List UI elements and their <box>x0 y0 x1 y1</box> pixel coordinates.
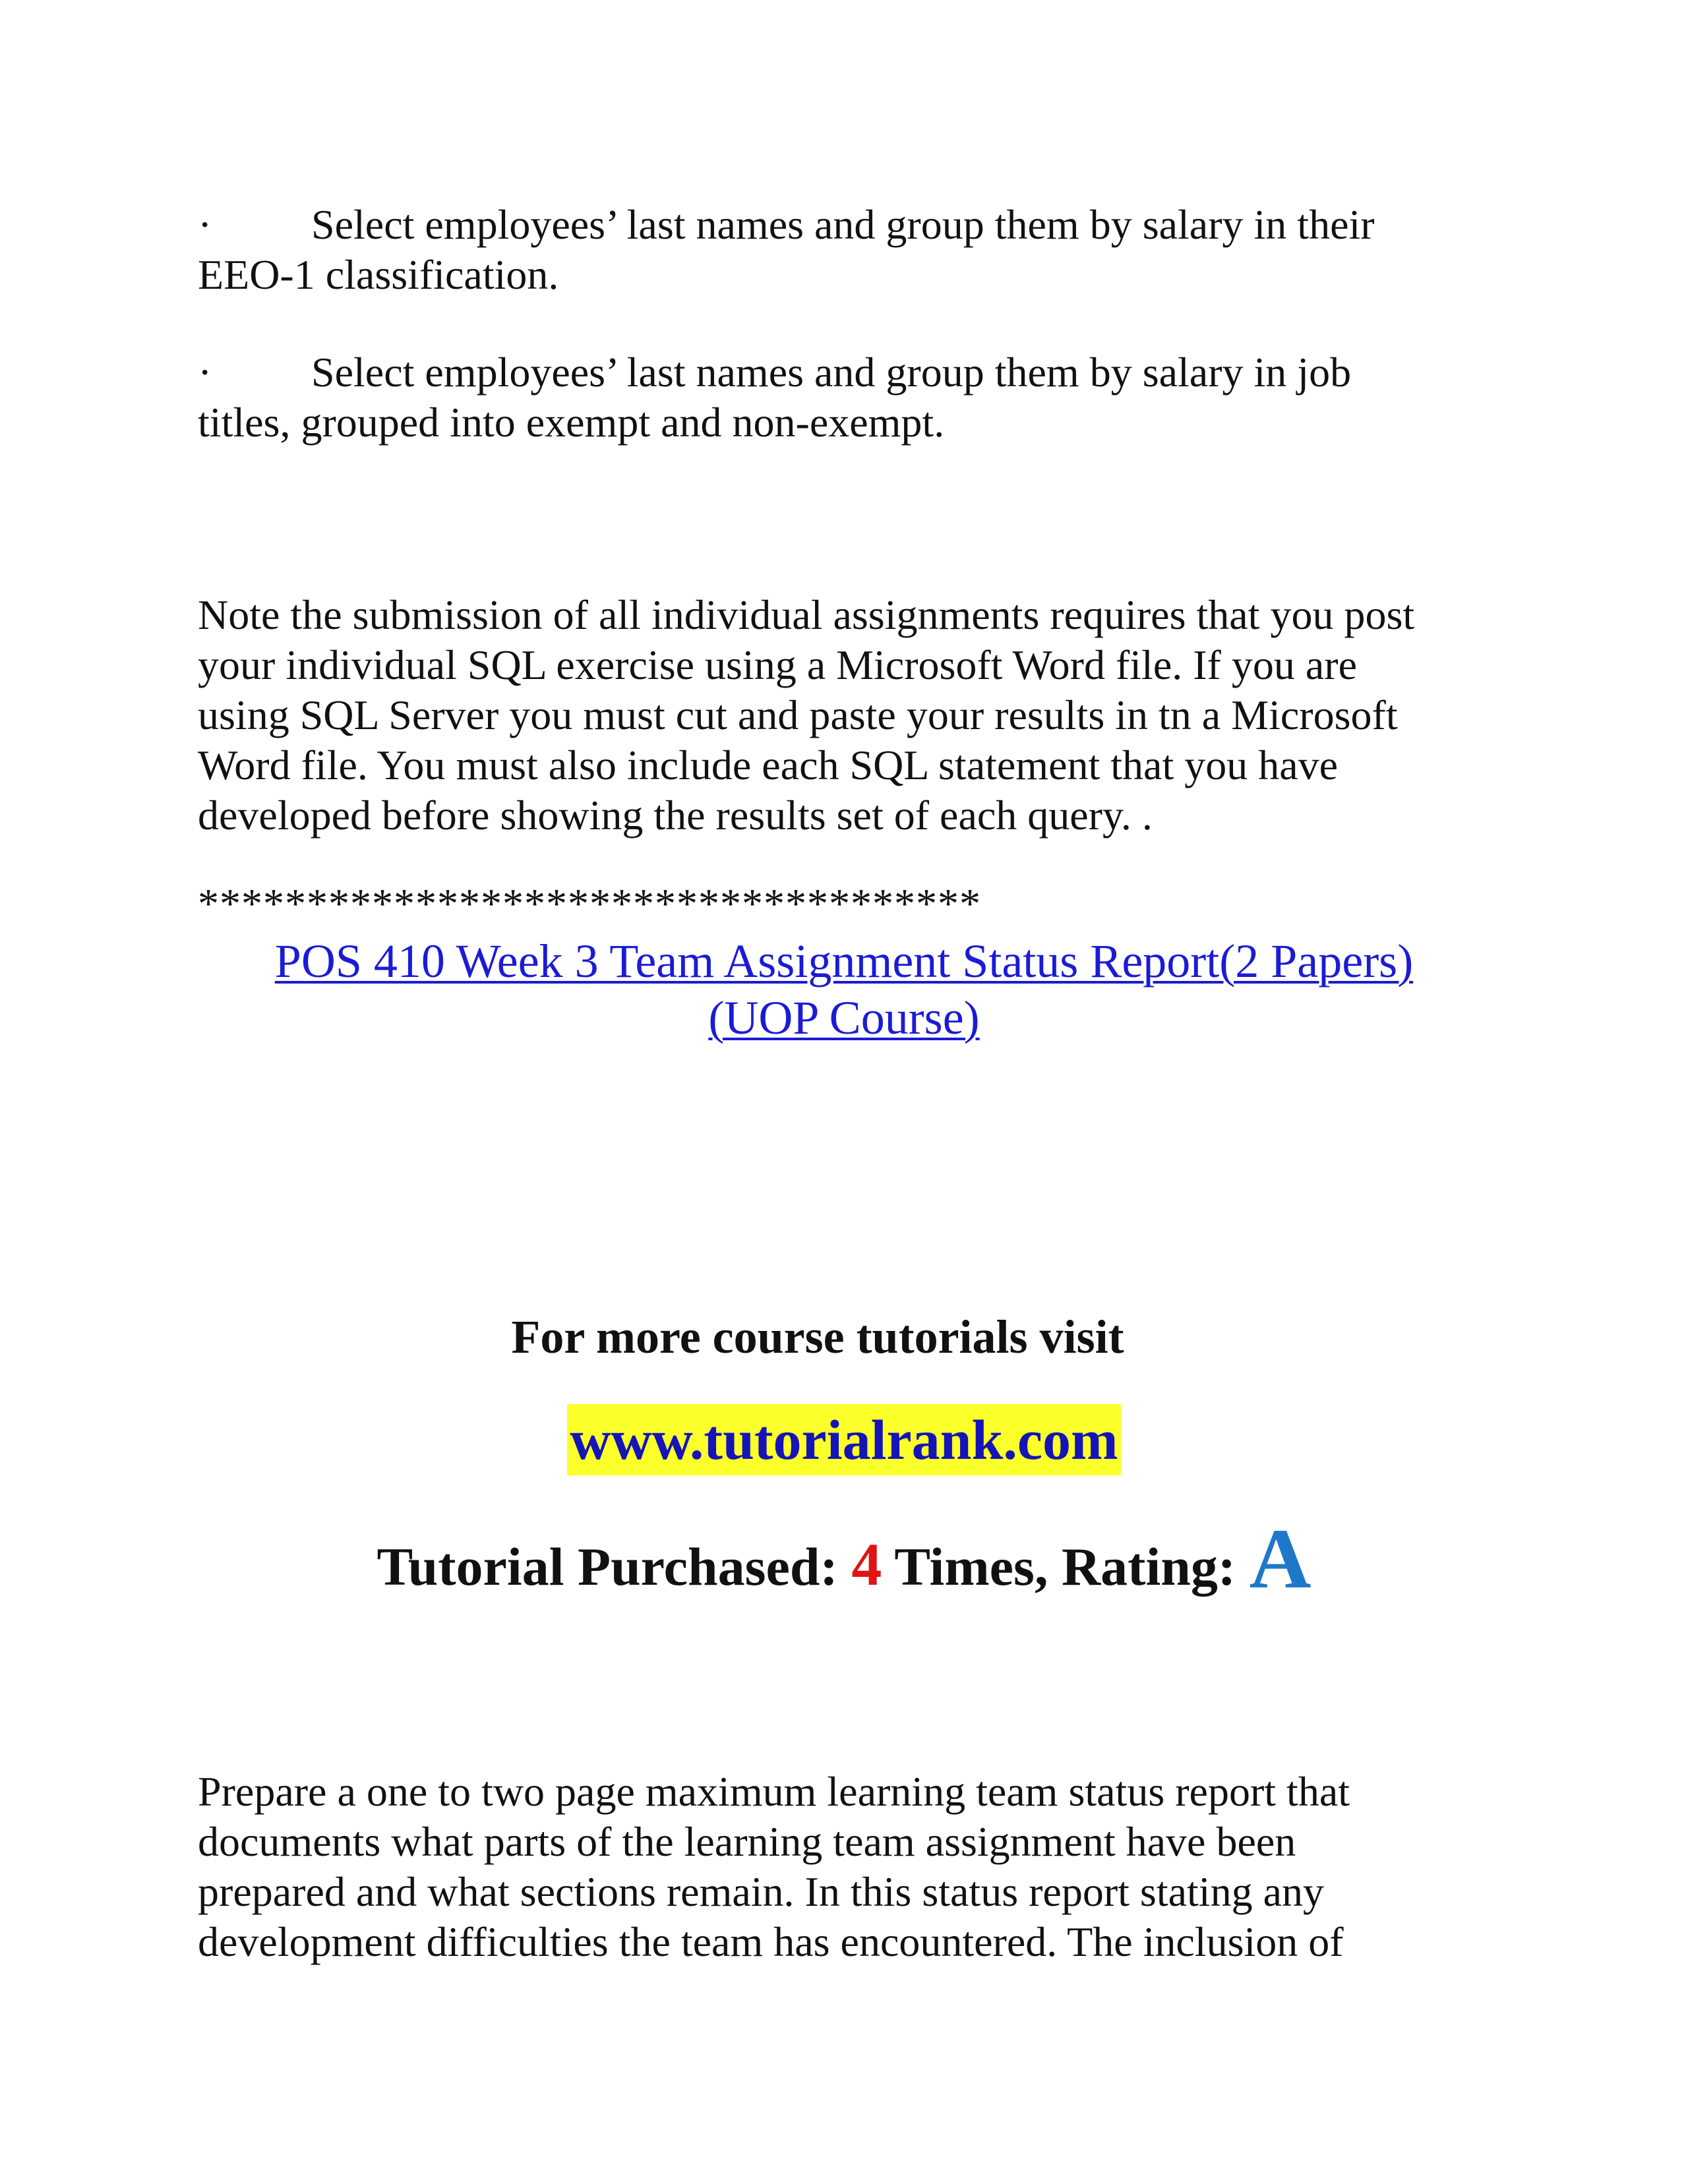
note-line: Note the submission of all individual assignments requires that you post <box>198 591 1415 638</box>
bullet-item-1 <box>198 200 1517 300</box>
course-link-block <box>0 933 1688 1046</box>
course-link[interactable] <box>0 933 1688 1046</box>
submission-note <box>198 590 1517 841</box>
times-rating-label: Times, Rating: <box>882 1537 1250 1597</box>
bullet-item-2 <box>198 347 1517 448</box>
purchase-rating-line <box>0 1512 1688 1607</box>
promo-heading: For more course tutorials visit <box>511 1311 1124 1363</box>
course-link-line1: POS 410 Week 3 Team Assignment Status Report(2 Papers) <box>274 935 1414 988</box>
course-link-line2: (UOP Course) <box>708 991 980 1044</box>
bullet-text-line1: Select employees’ last names and group them by salary in their <box>311 201 1375 248</box>
bullet-marker: · <box>198 349 212 396</box>
bullet-text-line2: titles, grouped into exempt and non-exempt. <box>198 399 945 446</box>
note-line: Word file. You must also include each SQL statement that you have <box>198 742 1339 788</box>
description-line: prepared and what sections remain. In this status report stating any <box>198 1868 1324 1915</box>
promo-url[interactable]: www.tutorialrank.com <box>567 1404 1120 1475</box>
bullet-text-line2: EEO-1 classification. <box>198 251 559 298</box>
assignment-description <box>198 1767 1517 1967</box>
purchase-count: 4 <box>851 1531 882 1598</box>
description-line: development difficulties the team has encountered. The inclusion of <box>198 1918 1344 1965</box>
description-line: Prepare a one to two page maximum learning team status report that <box>198 1768 1350 1815</box>
bullet-text-line1: Select employees’ last names and group them by salary in job <box>311 349 1352 396</box>
note-line: your individual SQL exercise using a Microsoft Word file. If you are <box>198 641 1357 688</box>
separator-stars: ************************************ <box>198 880 981 927</box>
bullet-marker: · <box>198 201 212 248</box>
rating-grade: A <box>1249 1512 1311 1607</box>
note-line: using SQL Server you must cut and paste your results in tn a Microsoft <box>198 692 1398 738</box>
purchased-label: Tutorial Purchased: <box>377 1537 852 1597</box>
note-line: developed before showing the results set of each query. . <box>198 792 1153 839</box>
description-line: documents what parts of the learning team assignment have been <box>198 1818 1296 1865</box>
